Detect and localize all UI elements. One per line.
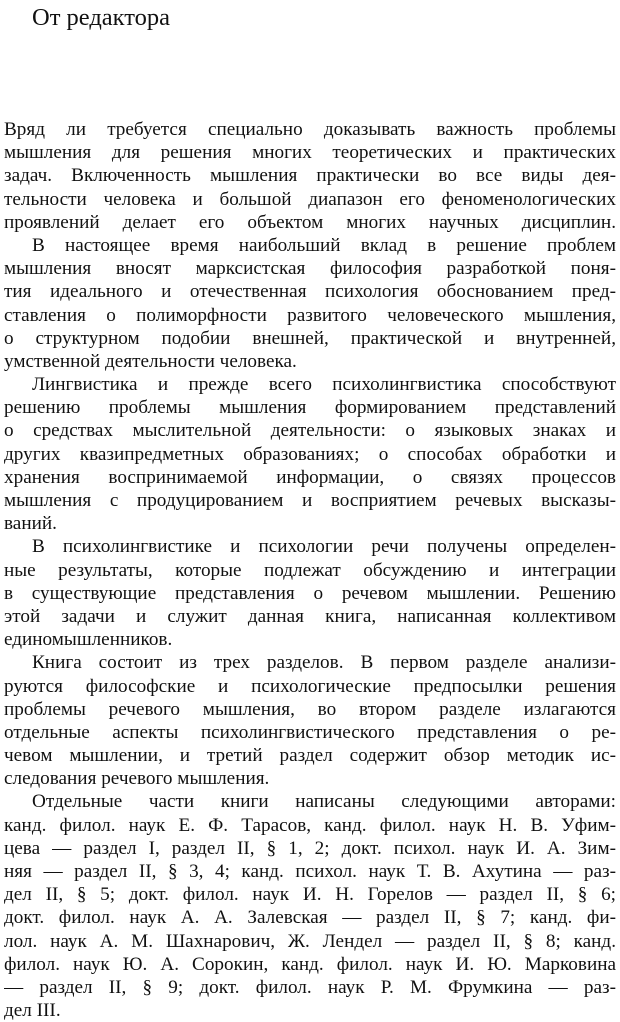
text-line: мышления с продуцированием и восприятием речевых высказы- [4,490,616,511]
text-line: тельности человека и большой диапазон его феноменологических [4,188,616,210]
text-line: ные результаты, которые подлежат обсуждению и интеграции [4,559,616,581]
text-line: единомышленников. [4,629,173,651]
text-line: няя — раздел II, § 3, 4; канд. психол. наук Т. В. Ахутина — раз- [4,861,616,882]
text-line: других квазипредметных образованиях; о способах обработки и [4,443,616,465]
text-line: о средствах мыслительной деятельности: о языковых знаках и [4,420,616,442]
paragraph [4,234,616,373]
text-line: — раздел II, § 9; докт. филол. наук Р. М. Фрумкина — раз- [4,976,616,998]
text-line: в существующие представления о речевом мышлении. Решению [4,582,616,604]
text-line: проблемы речевого мышления, во втором разделе излагаются [4,698,616,720]
text-line: ваний. [4,513,57,535]
paragraph [4,651,616,790]
paragraph [4,118,616,234]
text-line: докт. филол. наук А. А. Залевская — раздел II, § 7; канд. фи- [4,907,616,929]
text-line: отдельные аспекты психолингвистического представления о ре- [4,721,616,743]
text-line: ставления о полиморфности развитого человеческого мышления, [4,304,616,326]
text-line: Лингвистика и прежде всего психолингвистика способствуют [32,374,616,396]
text-line: этой задачи и служит данная книга, написанная коллективом [4,605,616,627]
text-line: цева — раздел I, раздел II, § 1, 2; докт. психол. наук И. А. Зим- [4,837,616,859]
text-line: задач. Включенность мышления практически во все виды дея- [4,165,616,187]
text-line: чевом мышлении, и третий раздел содержит обзор методик ис- [4,745,616,767]
text-line: дел III. [4,1000,61,1022]
text-line: мышления для решения многих теоретических и практических [4,142,616,164]
text-line: тия идеального и отечественная психология обоснованием пред- [4,281,616,303]
text-line: проявлений делает его объектом многих научных дисциплин. [4,211,616,233]
text-line: мышления вносят марксистская философия разработкой поня- [4,258,616,280]
paragraph [4,535,616,651]
text-line: канд. филол. наук Е. Ф. Тарасов, канд. филол. наук Н. В. Уфим- [4,814,616,836]
paragraph [4,790,616,1022]
text-line: филол. наук Ю. А. Сорокин, канд. филол. наук И. Ю. Марковина [4,953,616,975]
text-line: лол. наук А. М. Шахнарович, Ж. Лендел — раздел II, § 8; канд. [4,930,616,952]
text-line: следования речевого мышления. [4,768,270,790]
text-line: хранения воспринимаемой информации, о связях процессов [4,466,616,488]
text-line: руются философские и психологические предпосылки решения [4,675,616,697]
text-line: дел II, § 5; докт. филол. наук И. Н. Горелов — раздел II, § 6; [4,884,616,906]
page-title: От редактора [32,4,171,31]
text-line: умственной деятельности человека. [4,350,297,372]
text-line: решению проблемы мышления формированием представлений [4,397,616,419]
text-line: Вряд ли требуется специально доказывать важность проблемы [4,119,616,140]
text-line: В настоящее время наибольший вклад в решение проблем [32,234,616,256]
text-line: В психолингвистике и психологии речи получены определен- [32,536,616,558]
text-line: Отдельные части книги написаны следующими авторами: [32,791,616,813]
paragraph [4,373,616,535]
text-line: Книга состоит из трех разделов. В первом разделе анализи- [32,652,616,674]
body-text [4,118,616,1022]
text-line: о структурном подобии внешней, практической и внутренней, [4,327,616,349]
